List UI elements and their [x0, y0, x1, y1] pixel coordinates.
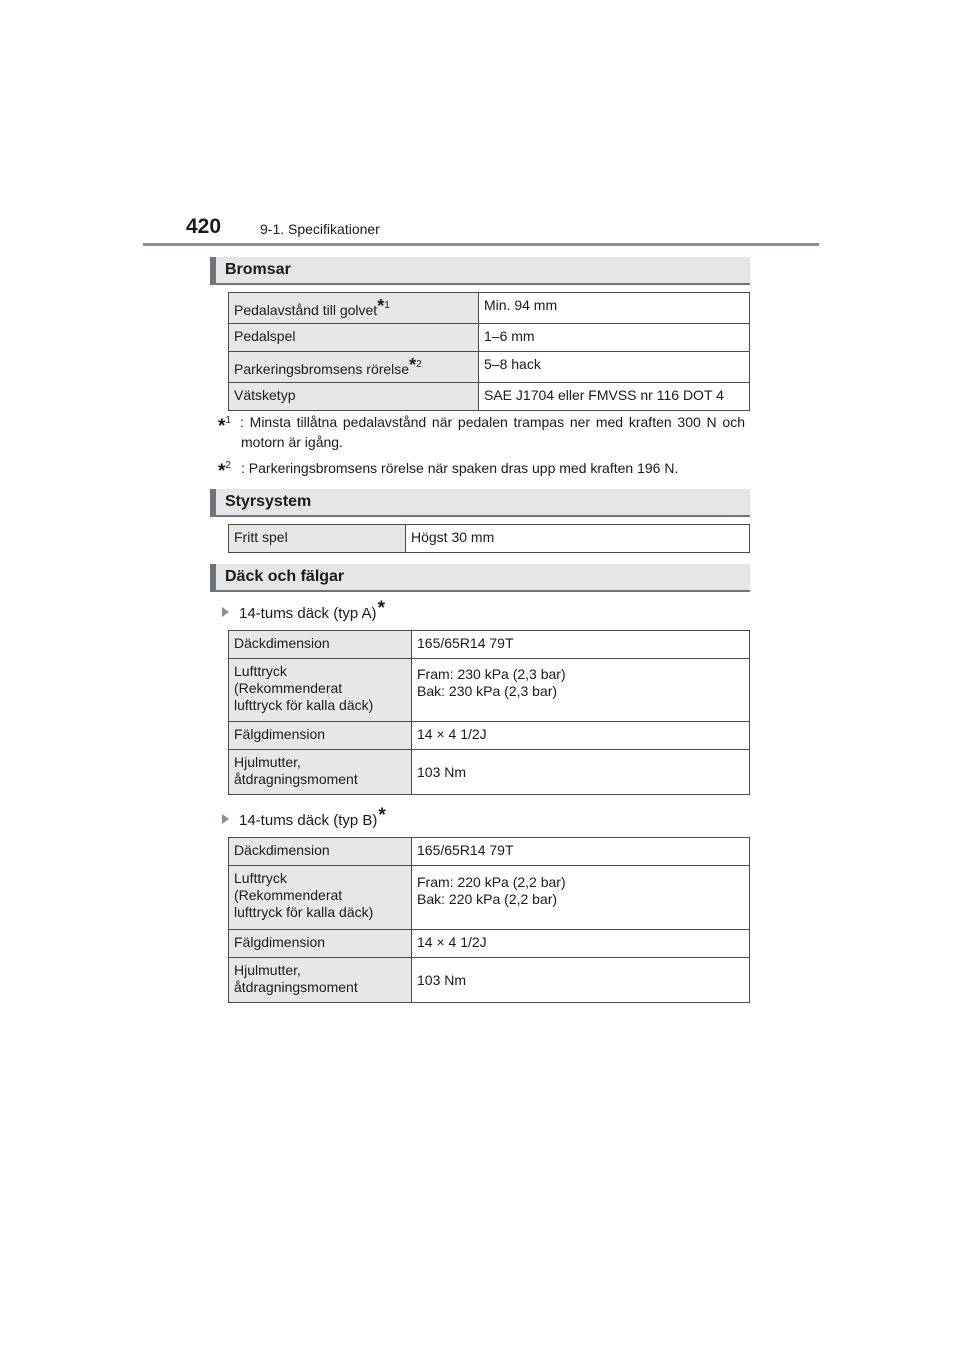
table-row: [229, 525, 750, 553]
table-row: [229, 750, 750, 795]
table-row: [229, 930, 750, 958]
table-row: [229, 293, 750, 324]
steering-table: [228, 524, 750, 553]
table-key: Pedalavstånd till golvet*$^1$: [229, 293, 479, 324]
footnote-2-mark: *$^2$: [218, 460, 231, 482]
table-row: [229, 866, 750, 930]
steering-heading-text: Styrsystem: [225, 493, 312, 510]
steering-heading: [210, 489, 750, 517]
table-value: SAE J1704 eller FMVSS nr 116 DOT 4: [479, 383, 750, 411]
table-key: Hjulmutter, åtdragningsmoment: [229, 750, 412, 795]
table-key: Lufttryck (Rekommenderat lufttryck för kalla däck): [229, 659, 412, 722]
table-row: [229, 631, 750, 659]
footnote-1-mark: *$^1$: [218, 415, 231, 437]
table-key: Parkeringsbromsens rörelse*$^2$: [229, 352, 479, 383]
type-b-table: [228, 837, 750, 1003]
table-value: 14 × 4 1/2J: [412, 722, 750, 750]
footnote-1-text: : Minsta tillåtna pedalavstånd när pedalen trampas ner med kraften 300 N och motorn är igång.: [240, 414, 745, 450]
section-label: 9-1. Specifikationer: [260, 221, 380, 237]
type-b-subheading: 14-tums däck (typ B)*: [222, 805, 386, 829]
table-value: 103 Nm: [412, 750, 750, 795]
table-row: [229, 838, 750, 866]
table-value: 103 Nm: [412, 958, 750, 1003]
triangle-bullet-icon: [222, 607, 229, 617]
table-value: Fram: 220 kPa (2,2 bar) Bak: 220 kPa (2,2 bar): [412, 866, 750, 930]
table-key: Vätsketyp: [229, 383, 479, 411]
table-key: Fälgdimension: [229, 722, 412, 750]
tires-heading-text: Däck och fälgar: [225, 568, 345, 585]
table-key: Däckdimension: [229, 838, 412, 866]
table-row: [229, 324, 750, 352]
footnote-2-text: : Parkeringsbromsens rörelse när spaken dras upp med kraften 196 N.: [241, 460, 679, 476]
brakes-heading-text: Bromsar: [225, 261, 291, 278]
page-number: 420: [186, 215, 222, 238]
brakes-table: [228, 292, 750, 411]
table-key: Lufttryck (Rekommenderat lufttryck för kalla däck): [229, 866, 412, 930]
table-value: 165/65R14 79T: [412, 631, 750, 659]
table-row: [229, 722, 750, 750]
table-row: [229, 352, 750, 383]
table-key: Däckdimension: [229, 631, 412, 659]
table-value: 5–8 hack: [479, 352, 750, 383]
table-row: [229, 659, 750, 722]
table-value: 14 × 4 1/2J: [412, 930, 750, 958]
table-value: 1–6 mm: [479, 324, 750, 352]
table-value: 165/65R14 79T: [412, 838, 750, 866]
table-value: Min. 94 mm: [479, 293, 750, 324]
table-row: [229, 383, 750, 411]
table-key: Hjulmutter, åtdragningsmoment: [229, 958, 412, 1003]
type-a-subheading: 14-tums däck (typ A)*: [222, 598, 385, 622]
table-key: Fritt spel: [229, 525, 406, 553]
table-key: Fälgdimension: [229, 930, 412, 958]
header-rule: [143, 243, 819, 246]
tires-heading: [210, 564, 750, 592]
type-a-table: [228, 630, 750, 795]
brakes-heading: [210, 257, 750, 285]
table-key: Pedalspel: [229, 324, 479, 352]
table-value: Fram: 230 kPa (2,3 bar) Bak: 230 kPa (2,3 bar): [412, 659, 750, 722]
table-row: [229, 958, 750, 1003]
table-value: Högst 30 mm: [406, 525, 750, 553]
triangle-bullet-icon: [222, 814, 229, 824]
